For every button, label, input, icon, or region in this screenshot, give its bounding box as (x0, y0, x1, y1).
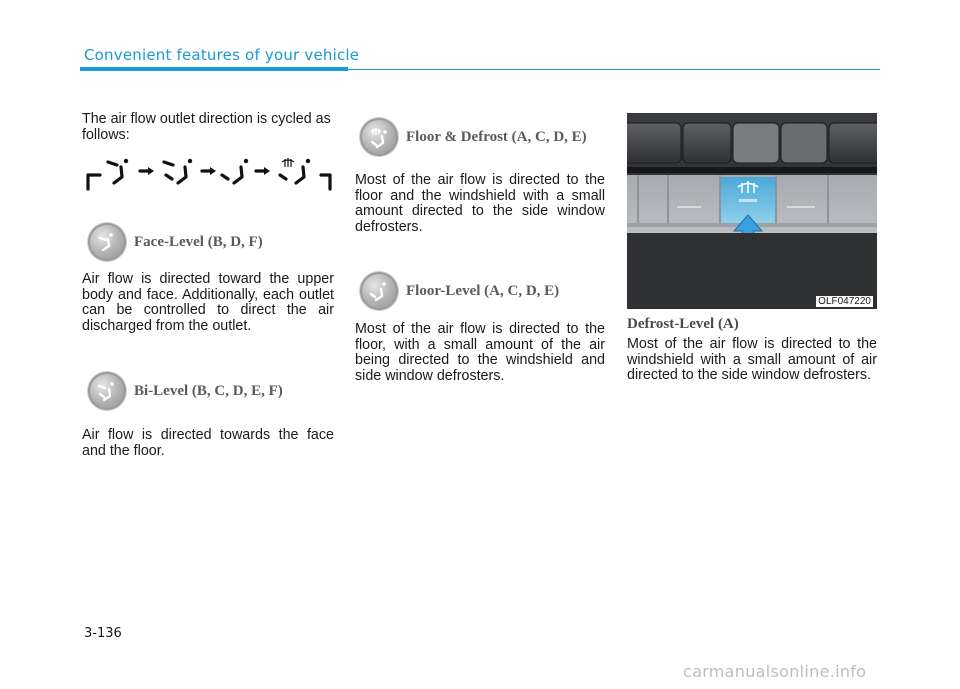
face-level-icon (108, 159, 128, 183)
defrost-level-title: Defrost-Level (A) (627, 316, 739, 332)
floor-level-description: Most of the air flow is directed to the floor, with a small amount of the air being directed to the windshield and side window defrosters. (355, 321, 605, 384)
bi-level-heading: Bi-Level (B, C, D, E, F) (88, 372, 283, 410)
watermark: carmanualsonline.info (683, 662, 867, 681)
face-level-description: Air flow is directed toward the upper body and face. Additionally, each outlet can be controlled to direct the air discharged from the outlet. (82, 271, 334, 334)
header-rule (80, 67, 348, 71)
page-number: 3-136 (84, 626, 122, 641)
floor-defrost-description: Most of the air flow is directed to the floor and the windshield with a small amount directed to the side window defrosters. (355, 172, 605, 235)
floor-level-heading: Floor-Level (A, C, D, E) (360, 272, 559, 310)
photo-code: OLF047220 (818, 296, 871, 307)
face-level-heading: Face-Level (B, D, F) (88, 223, 263, 261)
floor-level-icon (222, 159, 248, 183)
section-title: Convenient features of your vehicle (84, 46, 360, 64)
face-vent-icon (88, 223, 126, 261)
floor-defrost-heading: Floor & Defrost (A, C, D, E) (360, 118, 587, 156)
floor-defrost-icon (360, 118, 398, 156)
bi-level-icon (164, 159, 192, 183)
climate-panel-photo (627, 113, 877, 309)
header-rule-thin (348, 69, 880, 70)
defrost-level-description: Most of the air flow is directed to the windshield with a small amount of air directed to the side window defrosters. (627, 336, 877, 384)
floor-vent-icon (360, 272, 398, 310)
intro-text: The air flow outlet direction is cycled as follows: (82, 111, 331, 143)
bi-level-description: Air flow is directed towards the face and the floor. (82, 427, 334, 459)
airflow-cycle-diagram (86, 155, 336, 195)
bi-level-vent-icon (88, 372, 126, 410)
